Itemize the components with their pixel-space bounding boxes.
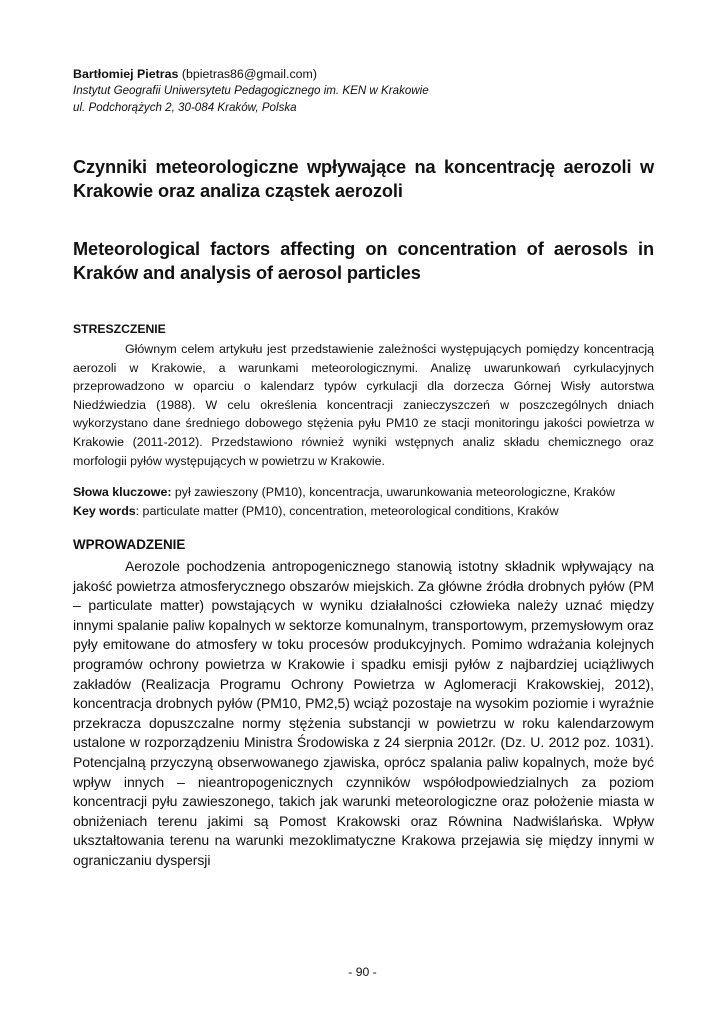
keywords-polish — [73, 483, 654, 501]
intro-text: Aerozole pochodzenia antropogenicznego stanowią istotny składnik wpływający na jakość powietrza atmosferycznego obszarów miejskich. Za główne źródła drobnych pyłów (PM – particulate matter) powstających w wyniku działalności człowieka należy uznać między innymi spalanie paliw kopalnych w sektorze komunalnym, transportowym, przemysłowym oraz pyły emitowane do atmosfery w toku procesów produkcyjnych. Pomimo wdrażania kolejnych programów ochrony powietrza w Krakowie i spadku emisji pyłów z najbardziej uciążliwych zakładów (Realizacja Programu Ochrony Powietrza w Aglomeracji Krakowskiej, 2012), koncentracja drobnych pyłów (PM10, PM2,5) wciąż pozostaje na wysokim poziomie i wyraźnie przekracza dopuszczalne normy stężenia substancji w powietrzu w roku kalendarzowym ustalone w rozporządzeniu Ministra Środowiska z 24 sierpnia 2012r. (Dz. U. 2012 poz. 1031). Potencjalną przyczyną obserwowanego zjawiska, oprócz spalania paliw kopalnych, może być wpływ innych – nieantropogenicznych czynników współodpowiedzialnych za poziom koncentracji pyłu zawieszonego, takich jak warunki meteorologiczne oraz położenie miasta w obniżeniach terenu jakimi są Pomost Krakowski oraz Równina Nadwiślańska. Wpływ ukształtowania terenu na warunki mezoklimatyczne Krakowa przejawia się między innymi w ograniczaniu dyspersji — [73, 557, 654, 868]
keywords-block — [73, 483, 654, 520]
keywords-english — [73, 502, 654, 520]
article-page — [73, 66, 654, 870]
author-institution: Instytut Geografii Uniwersytetu Pedagogicznego im. KEN w Krakowie — [73, 84, 429, 97]
keywords-english-text: : particulate matter (PM10), concentration, meteorological conditions, Kraków — [135, 503, 559, 518]
author-name: Bartłomiej Pietras — [73, 67, 179, 81]
page-number: - 90 - — [348, 965, 377, 979]
intro-heading: WPROWADZENIE — [73, 536, 186, 552]
keywords-polish-label: Słowa kluczowe: — [73, 485, 172, 500]
author-email: (bpietras86@gmail.com) — [181, 67, 317, 81]
abstract-text: Głównym celem artykułu jest przedstawienie zależności występujących pomiędzy koncentracją aerozoli w Krakowie, a warunkami meteorologicznymi. Analizę uwarunkowań cyrkulacyjnych przeprowadzono w oparciu o kalendarz typów cyrkulacji dla dorzecza Górnej Wisły autorstwa Niedźwiedzia (1988). W celu określenia koncentracji zanieczyszczeń w poszczególnych dniach wykorzystano dane średniego dobowego stężenia pyłu PM10 ze stacji monitoringu jakości powietrza w Krakowie (2011-2012). Przedstawiono również wyniki wstępnych analiz składu chemicznego oraz morfologii pyłów występujących w powietrzu w Krakowie. — [73, 342, 654, 468]
author-line — [73, 66, 654, 83]
keywords-polish-text: pył zawieszony (PM10), koncentracja, uwarunkowania meteorologiczne, Kraków — [171, 485, 615, 500]
abstract-heading: STRESZCZENIE — [73, 322, 166, 336]
keywords-english-label: Key words — [73, 503, 136, 518]
author-address: ul. Podchorążych 2, 30-084 Kraków, Polska — [73, 100, 297, 114]
title-english: Meteorological factors affecting on concentration of aerosols in Kraków and analysis of aerosol particles — [73, 239, 654, 283]
title-polish: Czynniki meteorologiczne wpływające na koncentrację aerozoli w Krakowie oraz analiza cząstek aerozoli — [73, 157, 654, 201]
